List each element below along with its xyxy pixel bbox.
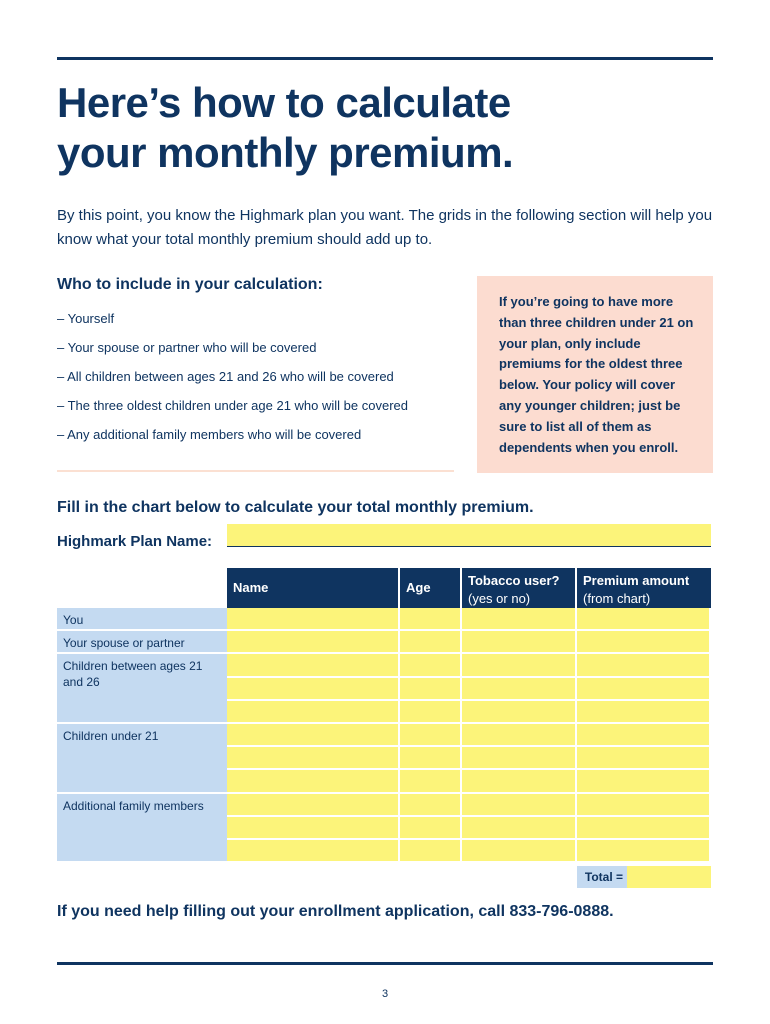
name-input[interactable] <box>227 840 400 863</box>
fill-heading: Fill in the chart below to calculate your total monthly premium. <box>57 499 534 516</box>
premium-input[interactable] <box>577 654 711 677</box>
name-input[interactable] <box>227 654 400 677</box>
premium-input[interactable] <box>577 724 711 747</box>
section-divider <box>57 470 454 472</box>
age-input[interactable] <box>400 678 462 701</box>
name-input[interactable] <box>227 747 400 770</box>
header-tobacco <box>462 568 575 608</box>
premium-input[interactable] <box>577 770 711 793</box>
tobacco-input[interactable] <box>462 608 577 631</box>
premium-input[interactable] <box>577 840 711 863</box>
age-input[interactable] <box>400 631 462 654</box>
who-heading: Who to include in your calculation: <box>57 276 323 293</box>
name-input[interactable] <box>227 701 400 724</box>
premium-input[interactable] <box>577 747 711 770</box>
age-input[interactable] <box>400 794 462 817</box>
premium-input[interactable] <box>577 678 711 701</box>
tobacco-input[interactable] <box>462 654 577 677</box>
header-age <box>400 568 460 608</box>
row-group-label: Children under 21 <box>57 724 227 794</box>
tobacco-input[interactable] <box>462 817 577 840</box>
note-text: If you’re going to have more than three children under 21 on your plan, only include premiums for the oldest three below. Your policy will cover any younger children; just be sure to list all of them as dependents when you enroll. <box>499 294 694 455</box>
tobacco-input[interactable] <box>462 770 577 793</box>
tobacco-input[interactable] <box>462 724 577 747</box>
row-group-label: Your spouse or partner <box>57 631 227 654</box>
age-input[interactable] <box>400 770 462 793</box>
header-name-label: Name <box>233 580 269 595</box>
title-line-2: your monthly premium. <box>57 129 514 176</box>
tobacco-input[interactable] <box>462 840 577 863</box>
row-group-label: Additional family members <box>57 794 227 864</box>
name-input[interactable] <box>227 608 400 631</box>
who-item-children-under-21: – The three oldest children under age 21 who will be covered <box>57 398 408 413</box>
who-item-yourself: – Yourself <box>57 311 115 326</box>
who-list <box>57 310 408 455</box>
age-input[interactable] <box>400 608 462 631</box>
who-item-children-21-26: – All children between ages 21 and 26 who will be covered <box>57 369 394 384</box>
plan-name-input[interactable] <box>227 524 711 547</box>
name-input[interactable] <box>227 631 400 654</box>
row-group-label: You <box>57 608 227 631</box>
total-input[interactable] <box>627 866 711 888</box>
name-input[interactable] <box>227 817 400 840</box>
name-input[interactable] <box>227 678 400 701</box>
premium-input[interactable] <box>577 701 711 724</box>
header-tobacco-label: Tobacco user? <box>468 573 560 588</box>
premium-input[interactable] <box>577 631 711 654</box>
premium-input[interactable] <box>577 817 711 840</box>
tobacco-input[interactable] <box>462 747 577 770</box>
page-number: 3 <box>381 988 389 1000</box>
name-input[interactable] <box>227 724 400 747</box>
total-label: Total = <box>577 866 627 888</box>
name-input[interactable] <box>227 770 400 793</box>
age-input[interactable] <box>400 747 462 770</box>
tobacco-input[interactable] <box>462 678 577 701</box>
header-tobacco-sublabel: (yes or no) <box>468 591 531 606</box>
page-title <box>57 78 513 178</box>
who-item-spouse: – Your spouse or partner who will be covered <box>57 340 317 355</box>
age-input[interactable] <box>400 701 462 724</box>
age-input[interactable] <box>400 817 462 840</box>
note-box <box>477 276 713 473</box>
age-input[interactable] <box>400 840 462 863</box>
header-name <box>227 568 398 608</box>
plan-name-label: Highmark Plan Name: <box>57 533 213 550</box>
name-input[interactable] <box>227 794 400 817</box>
who-item-additional: – Any additional family members who will be covered <box>57 427 362 442</box>
tobacco-input[interactable] <box>462 794 577 817</box>
help-text: If you need help filling out your enrollment application, call 833-796-0888. <box>57 903 614 920</box>
premium-input[interactable] <box>577 608 711 631</box>
header-premium <box>577 568 711 608</box>
header-premium-sublabel: (from chart) <box>583 591 651 606</box>
header-age-label: Age <box>406 580 431 595</box>
intro-paragraph: By this point, you know the Highmark plan you want. The grids in the following section will help you know what your total monthly premium should add up to. <box>57 207 713 248</box>
top-rule <box>57 57 713 60</box>
age-input[interactable] <box>400 654 462 677</box>
tobacco-input[interactable] <box>462 631 577 654</box>
row-group-label: Children between ages 21 and 26 <box>57 654 227 724</box>
bottom-rule <box>57 962 713 965</box>
premium-input[interactable] <box>577 794 711 817</box>
age-input[interactable] <box>400 724 462 747</box>
header-premium-label: Premium amount <box>583 573 690 588</box>
tobacco-input[interactable] <box>462 701 577 724</box>
title-line-1: Here’s how to calculate <box>57 79 511 126</box>
